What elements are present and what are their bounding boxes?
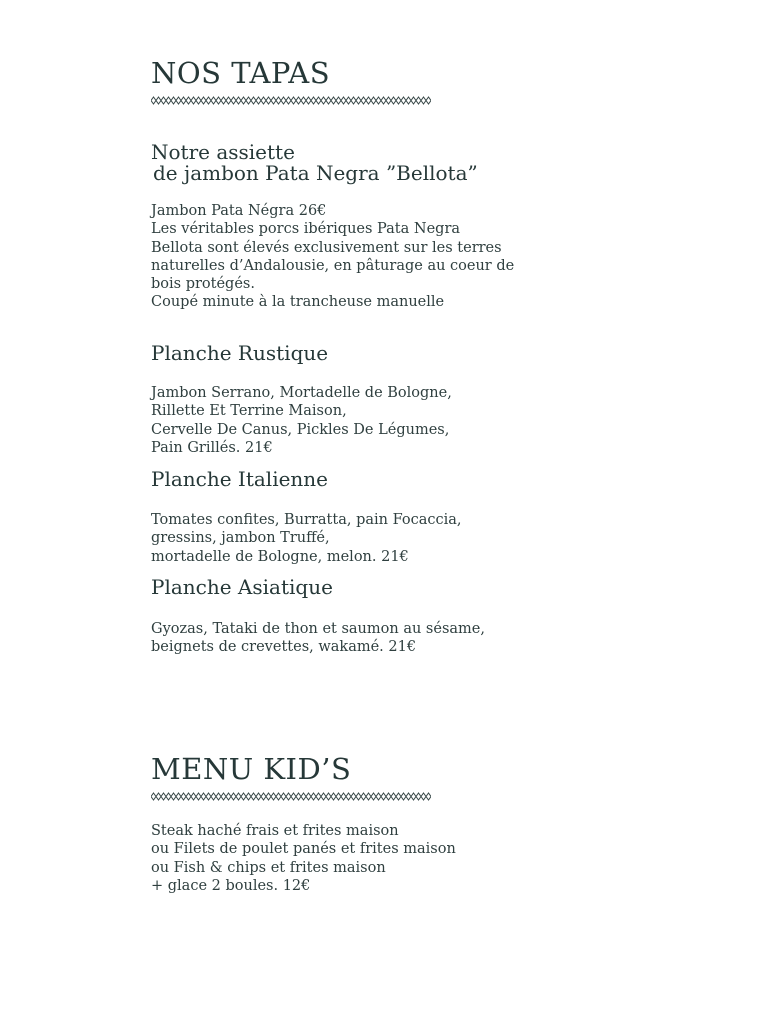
item-desc-planche-italienne	[151, 511, 461, 566]
item-title-line: Planche Italienne	[151, 467, 329, 491]
item-title-planche-rustique	[151, 343, 328, 364]
item-title-line: de jambon Pata Negra ”Bellota”	[153, 161, 478, 185]
desc-line: Les véritables porcs ibériques Pata Negra	[151, 221, 461, 238]
item-desc-pata-negra	[151, 202, 514, 312]
item-title-planche-asiatique	[151, 577, 333, 598]
desc-line: bois protégés.	[151, 276, 255, 293]
item-title-planche-italienne	[151, 469, 328, 490]
desc-line: Rillette Et Terrine Maison,	[151, 403, 347, 420]
item-desc-planche-asiatique	[151, 620, 485, 657]
desc-line: mortadelle de Bologne, melon. 21€	[151, 548, 409, 565]
decorative-divider	[151, 96, 431, 105]
desc-line: naturelles d’Andalousie, en pâturage au coeur de	[151, 257, 515, 274]
desc-line: beignets de crevettes, wakamé. 21€	[151, 639, 417, 656]
desc-line: Cervelle De Canus, Pickles De Légumes,	[151, 421, 450, 438]
item-desc-kids-menu	[151, 822, 456, 895]
section-title-tapas: NOS TAPAS	[151, 56, 331, 90]
desc-line: ou Filets de poulet panés et frites maison	[151, 841, 456, 858]
desc-line: + glace 2 boules. 12€	[151, 877, 311, 894]
desc-line: Tomates confites, Burratta, pain Focaccia,	[151, 512, 462, 528]
desc-line: Pain Grillés. 21€	[151, 439, 273, 456]
desc-line: Bellota sont élevés exclusivement sur les terres	[151, 239, 502, 256]
desc-line: Jambon Pata Négra 26€	[151, 203, 327, 219]
desc-line: Gyozas, Tataki de thon et saumon au sésame,	[151, 621, 485, 637]
desc-line: gressins, jambon Truffé,	[151, 530, 330, 547]
desc-line: Jambon Serrano, Mortadelle de Bologne,	[151, 385, 452, 401]
item-title-line: Planche Asiatique	[151, 575, 333, 599]
item-title-pata-negra	[151, 142, 478, 184]
desc-line: Steak haché frais et frites maison	[151, 823, 399, 839]
desc-line: Coupé minute à la trancheuse manuelle	[151, 294, 445, 311]
item-title-line: Notre assiette	[151, 140, 295, 164]
item-title-line: Planche Rustique	[151, 341, 329, 365]
divider-zigzag	[151, 797, 431, 801]
section-title-kids: MENU KID’S	[151, 752, 352, 786]
item-desc-planche-rustique	[151, 384, 452, 457]
desc-line: ou Fish & chips et frites maison	[151, 859, 386, 876]
divider-zigzag	[151, 101, 431, 105]
decorative-divider	[151, 792, 431, 801]
